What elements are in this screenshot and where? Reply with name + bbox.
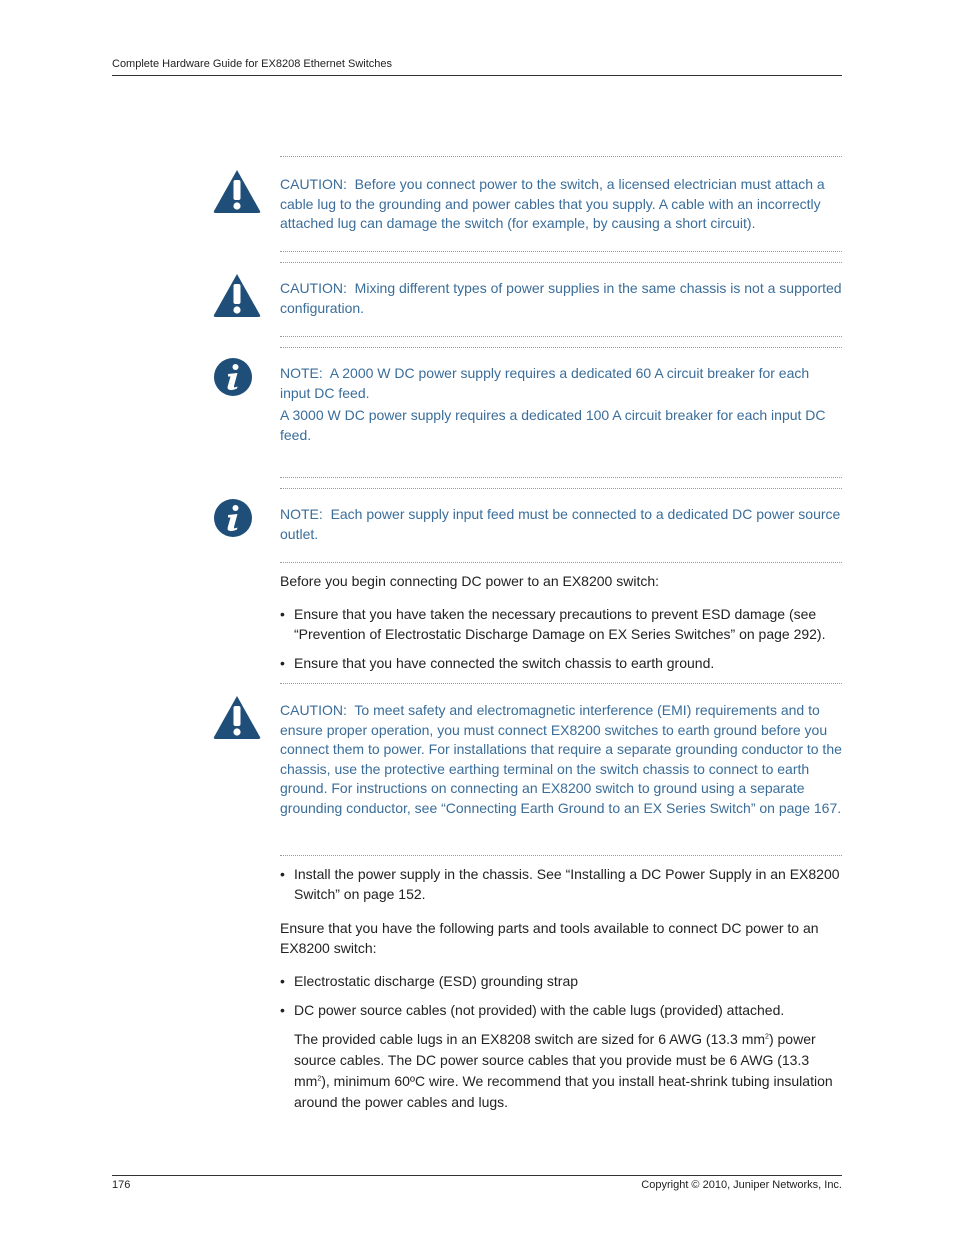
copyright-notice: Copyright © 2010, Juniper Networks, Inc. (641, 1179, 842, 1191)
running-header: Complete Hardware Guide for EX8208 Ethernet Switches (112, 58, 393, 70)
info-circle-icon (213, 357, 253, 397)
notice-text: A 2000 W DC power supply requires a dedicated 60 A circuit breaker for each input DC feed. (280, 365, 810, 401)
superscript: 2 (317, 1075, 322, 1083)
notice-rule (280, 477, 842, 478)
superscript: 2 (765, 1033, 769, 1041)
list-item (280, 1001, 842, 1021)
notice-rule (280, 562, 842, 563)
bullet-marker: • (280, 973, 285, 989)
lug-text-1: The provided cable lugs in an EX8208 switch are sized for 6 AWG (13.3 mm (294, 1031, 766, 1047)
notice-text: Before you connect power to the switch, a licensed electrician must attach a cable lug to the grounding and power cables that you supply. A cable with an incorrectly attached lug can damage the switch (for example, by causing a short circuit). (280, 176, 825, 232)
caution-notice (280, 175, 842, 234)
bullet-marker: • (280, 866, 285, 882)
warning-triangle-icon (212, 694, 262, 740)
note-notice (280, 505, 842, 544)
note-notice-continued: A 3000 W DC power supply requires a dedicated 100 A circuit breaker for each input DC feed. (280, 407, 826, 443)
footer-rule (112, 1175, 842, 1176)
notice-rule (280, 336, 842, 337)
header-rule (112, 75, 842, 76)
list-item-text: Ensure that you have taken the necessary precautions to prevent ESD damage (see “Prevention of Electrostatic Discharge Damage on EX Series Switches” on page 292). (294, 606, 826, 642)
notice-rule (280, 488, 842, 489)
bullet-marker: • (280, 606, 285, 622)
notice-text: Mixing different types of power supplies in the same chassis is not a supported configuration. (280, 280, 842, 316)
list-item (280, 972, 842, 992)
warning-triangle-icon (212, 272, 262, 318)
list-item (280, 654, 842, 674)
notice-label: NOTE: (280, 506, 323, 522)
info-circle-icon (213, 498, 253, 538)
note-notice (280, 364, 842, 403)
notice-rule (280, 347, 842, 348)
list-item-text: Ensure that you have connected the switch chassis to earth ground. (294, 655, 715, 671)
notice-rule (280, 156, 842, 157)
lug-text-2: ) power source cables. The DC power source cables that you provide must be 6 AWG (13.3 mm (294, 1031, 816, 1089)
bullet-marker: • (280, 1002, 285, 1018)
list-item (280, 865, 842, 904)
notice-label: CAUTION: (280, 280, 347, 296)
list-item-text: DC power source cables (not provided) with the cable lugs (provided) attached. (294, 1002, 785, 1018)
notice-rule (280, 262, 842, 263)
caution-notice (280, 701, 842, 819)
caution-notice (280, 279, 842, 318)
list-item (280, 605, 842, 644)
lug-text-3: ), minimum 60ºC wire. We recommend that you install heat-shrink tubing insulation around the power cables and lugs. (294, 1073, 833, 1110)
list-item-text: Electrostatic discharge (ESD) grounding strap (294, 973, 579, 989)
notice-text: Each power supply input feed must be connected to a dedicated DC power source outlet. (280, 506, 841, 542)
intro-paragraph: Before you begin connecting DC power to an EX8200 switch: (280, 573, 660, 589)
notice-rule (280, 683, 842, 684)
notice-rule (280, 251, 842, 252)
notice-text: To meet safety and electromagnetic interference (EMI) requirements and to ensure proper operation, you must connect EX8200 switches to earth ground before you connect them to power. For installations that require a separate grounding conductor to the chassis, use the protective earthing terminal on the switch chassis to connect to earth ground. For instructions on connecting an EX8200 switch to ground using a separate grounding conductor, see “Connecting Earth Ground to an EX Series Switch” on page 167. (280, 702, 842, 816)
bullet-marker: • (280, 655, 285, 671)
cable-lug-paragraph (294, 1029, 842, 1113)
notice-label: CAUTION: (280, 176, 347, 192)
notice-label: NOTE: (280, 365, 323, 381)
warning-triangle-icon (212, 168, 262, 214)
parts-intro-paragraph: Ensure that you have the following parts and tools available to connect DC power to an EX8200 switch: (280, 920, 819, 956)
notice-rule (280, 855, 842, 856)
notice-label: CAUTION: (280, 702, 347, 718)
list-item-text: Install the power supply in the chassis. See “Installing a DC Power Supply in an EX8200 Switch” on page 152. (294, 866, 840, 902)
page-number: 176 (112, 1179, 131, 1191)
